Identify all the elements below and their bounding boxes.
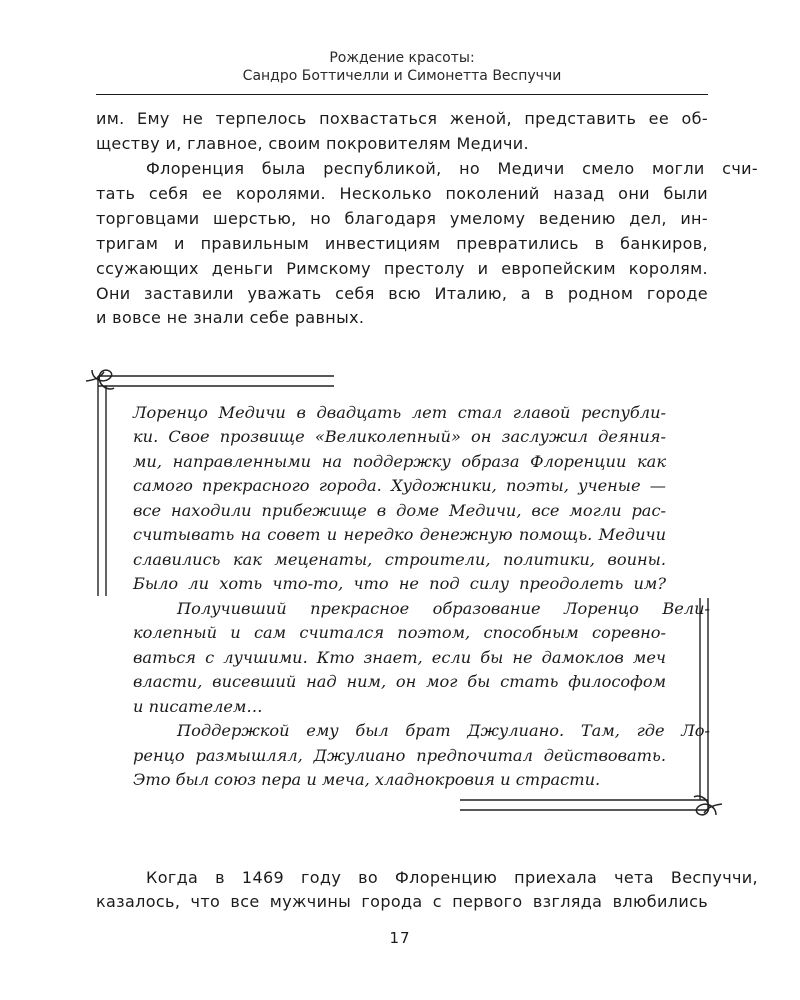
quote-line: Лоренцо Медичи в двадцать лет стал главой республи-	[133, 403, 666, 422]
body-line: им. Ему не терпелось похвастаться женой, представить ее об-	[96, 109, 708, 128]
body-line: Они заставили уважать себя всю Италию, а в родном городе	[96, 284, 708, 303]
body-line: торговцами шерстью, но благодаря умелому ведению дел, ин-	[96, 209, 708, 228]
body-line: казалось, что все мужчины города с первого взгляда влюбились	[96, 892, 708, 911]
quote-line: Это был союз пера и меча, хладнокровия и страсти.	[133, 770, 601, 789]
body-line: ссужающих деньги Римскому престолу и европейским королям.	[96, 259, 708, 278]
quote-line: считывать на совет и нередко денежную помощь. Медичи	[133, 525, 666, 544]
quote-line: самого прекрасного города. Художники, поэты, ученые —	[133, 476, 666, 495]
body-line: тригам и правильным инвестициям превратились в банкиров,	[96, 234, 708, 253]
page-number: 17	[389, 929, 411, 947]
quote-line: Было ли хоть что-то, что не под силу преодолеть им?	[133, 574, 666, 593]
body-line: Когда в 1469 году во Флоренцию приехала чета Веспуччи,	[146, 868, 758, 887]
quote-line: ки. Свое прозвище «Великолепный» он заслужил деяния-	[133, 427, 666, 446]
quote-line: ми, направленными на поддержку образа Флоренции как	[133, 452, 666, 471]
body-line: Флоренция была республикой, но Медичи смело могли счи-	[146, 159, 758, 178]
quote-line: колепный и сам считался поэтом, способным соревно-	[133, 623, 666, 642]
quote-line: ваться с лучшими. Кто знает, если бы не дамоклов меч	[133, 648, 666, 667]
quote-line: власти, висевший над ним, он мог бы стать философом	[133, 672, 666, 691]
body-line: тать себя ее королями. Несколько поколений назад они были	[96, 184, 708, 203]
running-head-line-1: Рождение красоты:	[329, 50, 475, 66]
running-head-line-2: Сандро Боттичелли и Симонетта Веспуччи	[242, 68, 562, 84]
quote-line: Получивший прекрасное образование Лоренцо Вели-	[177, 599, 710, 618]
body-line: и вовсе не знали себе равных.	[96, 308, 365, 327]
quote-line: ренцо размышлял, Джулиано предпочитал действовать.	[133, 746, 666, 765]
quote-line: и писателем…	[133, 697, 263, 716]
quote-line: славились как меценаты, строители, политики, воины.	[133, 550, 666, 569]
quote-line: Поддержкой ему был брат Джулиано. Там, где Ло-	[177, 721, 710, 740]
quote-line: все находили прибежище в доме Медичи, все могли рас-	[133, 501, 666, 520]
body-line: ществу и, главное, своим покровителям Медичи.	[96, 134, 529, 153]
